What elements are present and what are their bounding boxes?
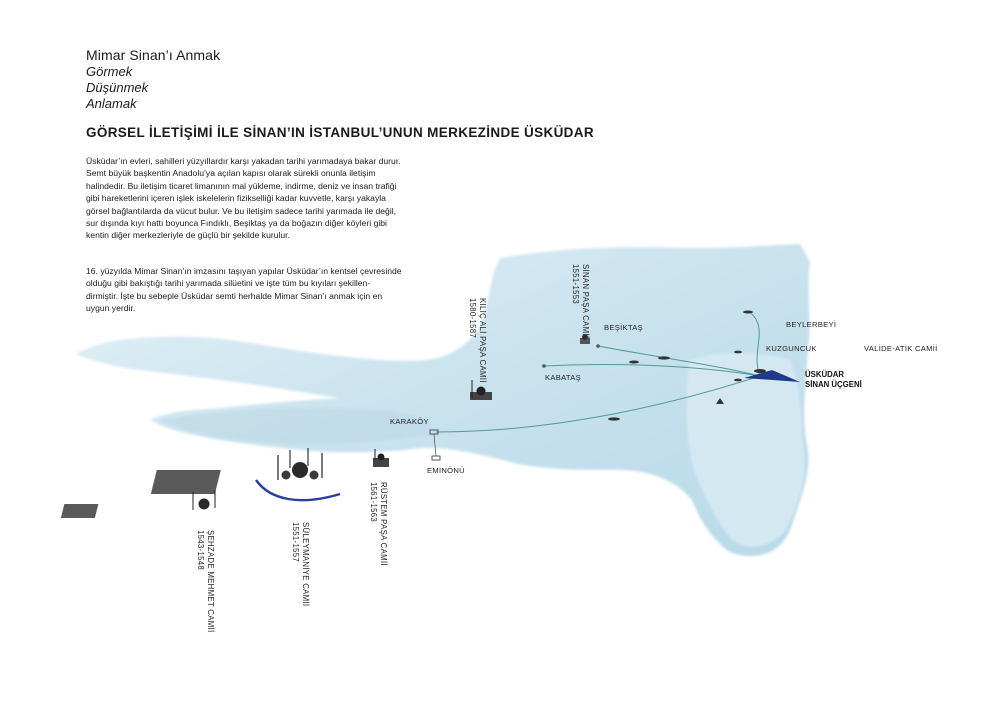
mosque-rustem-pasa xyxy=(373,449,389,467)
boat-icon xyxy=(754,369,766,373)
paragraph-line: olduğu gibi bakıştığı tarihi yarımada silüetini ve işte tüm bu kıyıları şekillen- xyxy=(86,278,371,289)
mosque-years: 1543-1548 xyxy=(196,530,205,570)
section-headline: GÖRSEL İLETİŞİMİ İLE SİNAN’IN İSTANBUL’UNUN MERKEZİNDE ÜSKÜDAR xyxy=(86,125,594,140)
mosque-years: 1551-1557 xyxy=(291,522,300,562)
paragraph-line: Üsküdar’ın evleri, sahilleri yüzyıllardır karşı yakadan tarihi yarımadaya bakar durur. xyxy=(86,156,401,166)
mosque-name: KILIÇ ALİ PAŞA CAMİİ xyxy=(478,298,487,383)
verb-3: Anlamak xyxy=(86,96,137,111)
paragraph-line: gibi hareketlerini içeren işlek iskelelerin fizikselliği kadar kuvvetle, karşı yakayla xyxy=(86,193,386,204)
label-karakoy: KARAKÖY xyxy=(390,417,429,426)
mosque-years: 1580-1587 xyxy=(468,298,477,338)
paragraph-line: Semt büyük başkentin Anadolu’ya açılan kapısı olarak sürekli onunla iletişim xyxy=(86,168,376,179)
mosque-years: 1561-1563 xyxy=(369,482,378,522)
paragraph-line: halindedir. Bu iletişim ticaret limanının mal yükleme, indirme, deniz ve insan trafiği xyxy=(86,180,397,191)
pier-kabatas xyxy=(542,364,546,368)
paragraph-line: kentin diğer merkezleriyle de güçlü bir şekilde kurulur. xyxy=(86,230,290,241)
verb-1: Görmek xyxy=(86,64,133,79)
mosque-label-sehzade-mehmet xyxy=(196,530,215,632)
label-uskudar: ÜSKÜDAR xyxy=(805,370,844,379)
label-beylerbeyi: BEYLERBEYİ xyxy=(786,320,837,329)
label-valide-atik: VALİDE-ATİK CAMİİ xyxy=(864,344,938,353)
label-kuzguncuk: KUZGUNCUK xyxy=(766,344,817,353)
verb-2: Düşünmek xyxy=(86,80,149,95)
boat-icon xyxy=(608,417,620,420)
paragraph-line: uygun yerdir. xyxy=(86,303,136,314)
paragraph-line: görsel bağlantılarda da vücut bulur. Ve bu iletişim sadece tarihi yarımada ile değil, xyxy=(86,205,397,216)
paragraph-line: dirmiştir. İşte bu sebeple Üsküdar semti herhalde Mimar Sinan’ı anmak için en xyxy=(86,290,383,301)
mosque-label-rustem-pasa xyxy=(369,482,388,566)
pier-besiktas xyxy=(596,344,600,348)
mosque-suleymaniye xyxy=(151,448,340,500)
mosque-sehzade-mehmet xyxy=(61,490,215,518)
mosque-name: SİNAN PAŞA CAMİİ xyxy=(581,264,590,339)
boat-icon xyxy=(743,311,753,314)
label-kabatas: KABATAŞ xyxy=(545,373,582,382)
pier-eminonu xyxy=(432,456,440,460)
mosque-name: ŞEHZADE MEHMET CAMİİ xyxy=(206,530,215,633)
paragraph-line: sur dışında kıyı hattı boyunca Fındıklı, Beşiktaş ya da boğazın diğer köyleri gibi xyxy=(86,218,387,229)
boat-icon xyxy=(629,361,639,364)
label-besiktas: BEŞİKTAŞ xyxy=(604,323,643,332)
mosque-name: SÜLEYMANİYE CAMİİ xyxy=(301,522,310,607)
boat-icon xyxy=(734,351,742,354)
paragraph-line: 16. yüzyılda Mimar Sinan’ın imzasını taşıyan yapılar Üsküdar’ın kentsel çevresinde xyxy=(86,266,402,276)
mosque-years: 1551-1553 xyxy=(571,264,580,304)
label-sinan-ucgeni: SİNAN ÜÇGENİ xyxy=(805,380,862,389)
label-eminonu: EMİNÖNÜ xyxy=(427,466,465,475)
mosque-name: RÜSTEM PAŞA CAMİİ xyxy=(379,482,388,566)
page-title: Mimar Sinan’ı Anmak xyxy=(86,47,221,63)
boat-icon xyxy=(658,356,670,359)
boat-icon xyxy=(734,379,742,382)
mosque-label-suleymaniye xyxy=(291,522,310,606)
